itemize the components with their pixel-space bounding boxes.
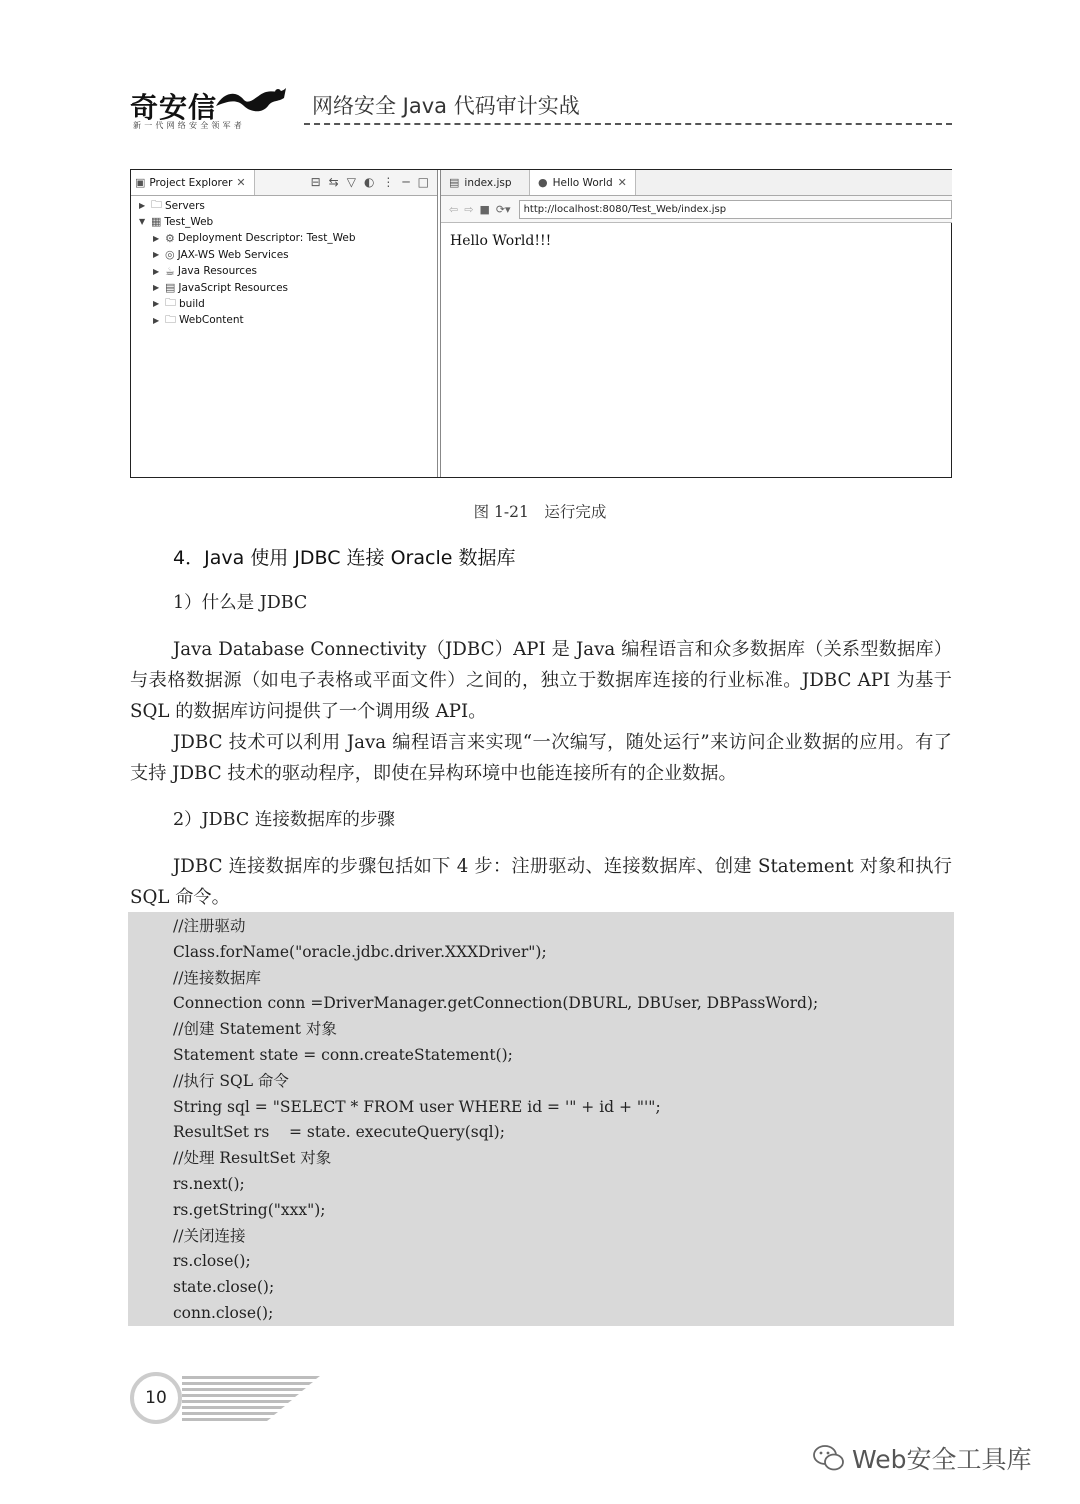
maximize-icon[interactable]: □	[417, 175, 429, 189]
java-resources-icon: ☕	[165, 264, 175, 278]
descriptor-icon: ⚙	[165, 231, 175, 245]
filter-icon[interactable]: ▽	[346, 175, 356, 189]
project-icon: ▦	[151, 215, 162, 229]
forward-icon[interactable]: ⇨	[464, 202, 474, 216]
project-explorer-icon: ▣	[135, 176, 146, 189]
tree-item-label: Deployment Descriptor: Test_Web	[177, 232, 356, 245]
folder-icon: 🗀	[165, 296, 176, 310]
js-resources-icon: ▤	[165, 281, 176, 294]
tree-item[interactable]	[153, 264, 257, 279]
tree-item-label: JAX-WS Web Services	[177, 248, 289, 261]
browser-panel	[440, 170, 952, 477]
tab-label: index.jsp	[464, 176, 512, 189]
code-line: //关闭连接	[173, 1226, 246, 1245]
globe-icon: ●	[538, 176, 548, 189]
jsp-file-icon: ▤	[449, 176, 460, 189]
code-line: rs.close();	[173, 1252, 251, 1271]
paragraph-3: JDBC 连接数据库的步骤包括如下 4 步：注册驱动、连接数据库、创建 Statement 对象和执行 SQL 命令。	[130, 856, 952, 908]
section-heading: 4．Java 使用 JDBC 连接 Oracle 数据库	[173, 547, 516, 569]
tree-item[interactable]	[139, 214, 213, 229]
tree-item[interactable]	[153, 296, 205, 311]
minimize-icon[interactable]: ─	[402, 175, 410, 189]
collapsed-arrow-icon[interactable]: ▶	[153, 233, 160, 243]
tree-item-label: JavaScript Resources	[178, 281, 288, 294]
code-line: //注册驱动	[173, 917, 246, 935]
code-line: Statement state = conn.createStatement();	[173, 1045, 513, 1064]
book-title: 网络安全 Java 代码审计实战	[312, 94, 580, 118]
watermark	[812, 1440, 1032, 1476]
subheading-1: 1）什么是 JDBC	[173, 593, 308, 613]
tree-item[interactable]	[153, 231, 356, 246]
tree-item[interactable]	[153, 247, 289, 262]
project-explorer-tab[interactable]	[131, 170, 255, 195]
code-line: String sql = "SELECT * FROM user WHERE id = '" + id + "'";	[173, 1097, 661, 1116]
back-icon[interactable]: ⇦	[449, 202, 459, 216]
header-divider	[304, 123, 952, 125]
project-explorer-tab-label: Project Explorer	[149, 176, 233, 189]
code-line: //处理 ResultSet 对象	[173, 1149, 332, 1168]
view-menu-icon[interactable]: ⋮	[382, 175, 395, 189]
folder-icon: 🗀	[165, 312, 176, 326]
tree-item-label: WebContent	[179, 314, 244, 327]
page-number-stripes	[170, 1372, 320, 1424]
code-line: //连接数据库	[173, 968, 261, 987]
close-icon[interactable]: ✕	[236, 176, 246, 189]
ide-screenshot	[130, 169, 952, 478]
refresh-icon[interactable]: ⟳▾	[495, 202, 511, 216]
wechat-icon	[812, 1443, 846, 1473]
project-explorer-tabbar	[131, 170, 437, 196]
collapsed-arrow-icon[interactable]: ▶	[139, 201, 146, 210]
link-editor-icon[interactable]: ⇆	[328, 175, 339, 189]
paragraph-2: JDBC 技术可以利用 Java 编程语言来实现“一次编写，随处运行”来访问企业数据的应用。有了支持 JDBC 技术的驱动程序，即使在异构环境中也能连接所有的企业数据。	[130, 732, 952, 784]
tree-item-label: Test_Web	[164, 215, 214, 228]
expanded-arrow-icon[interactable]: ▼	[139, 217, 146, 227]
editor-tabbar	[441, 170, 952, 196]
code-line: //执行 SQL 命令	[173, 1071, 289, 1090]
collapsed-arrow-icon[interactable]: ▶	[153, 299, 160, 309]
code-block	[128, 912, 954, 1326]
tree-item[interactable]	[153, 280, 288, 295]
tab-index-jsp[interactable]	[441, 170, 520, 195]
publisher-logo-icon	[214, 84, 288, 114]
subheading-2: 2）JDBC 连接数据库的步骤	[173, 810, 395, 830]
tree-item[interactable]	[139, 198, 205, 213]
close-icon[interactable]: ✕	[617, 176, 627, 189]
url-field[interactable]	[519, 200, 952, 219]
publisher-brand: 奇安信	[130, 91, 218, 124]
watermark-text: Web安全工具库	[852, 1445, 1032, 1474]
collapsed-arrow-icon[interactable]: ▶	[153, 250, 160, 260]
page-number	[130, 1372, 182, 1424]
browser-page-content: Hello World!!!	[450, 233, 552, 249]
project-explorer-toolbar	[311, 175, 429, 189]
webservice-icon: ◎	[165, 248, 175, 262]
code-line: rs.next();	[173, 1174, 245, 1193]
collapsed-arrow-icon[interactable]: ▶	[153, 266, 160, 276]
figure-caption: 图 1-21 运行完成	[473, 503, 607, 521]
tree-item-label: Servers	[165, 199, 205, 212]
code-line: //创建 Statement 对象	[173, 1020, 337, 1039]
focus-icon[interactable]: ◐	[363, 175, 375, 189]
page-number-text: 10	[145, 1388, 167, 1408]
tab-hello-world[interactable]	[529, 170, 636, 195]
browser-nav-bar	[441, 196, 952, 223]
code-line: rs.getString("xxx");	[173, 1200, 326, 1219]
code-line: ResultSet rs = state. executeQuery(sql);	[173, 1123, 505, 1142]
tree-item[interactable]	[153, 313, 244, 328]
stop-icon[interactable]: ■	[479, 202, 490, 216]
code-lines	[173, 914, 818, 1327]
nav-buttons	[449, 203, 511, 216]
code-line: state.close();	[173, 1278, 275, 1297]
collapsed-arrow-icon[interactable]: ▶	[153, 283, 160, 292]
tab-label: Hello World	[552, 176, 613, 189]
project-explorer-panel	[131, 170, 438, 477]
url-text: http://localhost:8080/Test_Web/index.jsp	[523, 203, 727, 215]
tree-item-label: build	[179, 297, 205, 310]
publisher-tagline: 新一代网络安全领军者	[133, 121, 245, 130]
folder-icon: 🗀	[151, 198, 162, 211]
code-line: Connection conn =DriverManager.getConnection(DBURL, DBUser, DBPassWord);	[173, 994, 819, 1013]
code-line: conn.close();	[173, 1303, 274, 1322]
collapse-all-icon[interactable]: ⊟	[310, 175, 321, 189]
paragraph-1: Java Database Connectivity（JDBC）API 是 Java 编程语言和众多数据库（关系型数据库）与表格数据源（如电子表格或平面文件）之间的，独立于数据库连接的行业标准。JDBC API 为基于 SQL 的数据库访问提供了一个调用级 API。	[130, 639, 952, 722]
code-line: Class.forName("oracle.jdbc.driver.XXXDriver");	[173, 942, 547, 961]
collapsed-arrow-icon[interactable]: ▶	[153, 315, 160, 325]
tree-item-label: Java Resources	[177, 265, 258, 278]
